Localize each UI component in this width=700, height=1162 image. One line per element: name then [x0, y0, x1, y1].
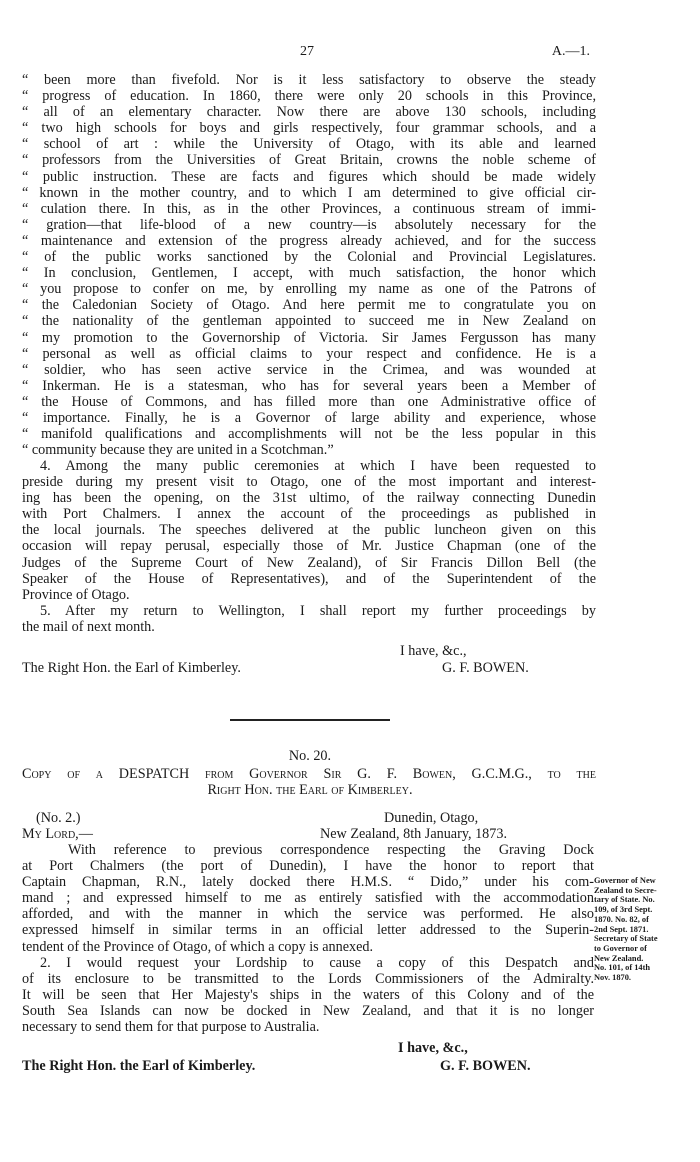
place-line-1: Dunedin, Otago, [384, 810, 479, 826]
text-line: Speaker of the House of Representatives), and of the Superintendent of the [22, 570, 596, 587]
margin-note-line: Secretary of State [594, 934, 658, 944]
text-line: Judges of the Supreme Court of New Zealand), of Sir Francis Dillon Bell (the [22, 554, 596, 571]
despatch-title-line-2: Right Hon. the Earl of Kimberley. [207, 782, 413, 798]
text-line: “ the Caledonian Society of Otago. And here permit me to congratulate you on [22, 297, 596, 314]
text-line: “ manifold qualifications and accomplishments will not be the less popular in this [22, 426, 596, 443]
margin-note-line: 109, of 3rd Sept. [594, 905, 653, 915]
text-line: “ of the public works sanctioned by the Colonial and Provincial Legislatures. [22, 249, 596, 266]
despatch-paragraph-2 [22, 955, 594, 1035]
signature: G. F. BOWEN. [442, 660, 529, 676]
text-line: “ importance. Finally, he is a Governor of large ability and experience, whose [22, 409, 596, 426]
paragraph-4 [22, 458, 596, 603]
text-line: expressed himself in similar terms in an official letter addressed to the Superin- [22, 922, 594, 939]
margin-note-line: Zealand to Secre- [594, 885, 657, 895]
text-line: “ culation there. In this, as in the other Provinces, a continuous stream of immi- [22, 200, 596, 217]
text-line: “ all of an elementary character. Now there are above 130 schools, including [22, 104, 596, 121]
text-line: “ known in the mother country, and to which I am determined to give official cir- [22, 184, 596, 201]
margin-note [594, 876, 694, 983]
text-line: mand ; and expressed himself to me as entirely satisfied with the accommodation [22, 890, 594, 907]
text-line: of its enclosure to be transmitted to the Lords Commissioners of the Admiralty. [22, 971, 594, 988]
margin-note-line: 2nd Sept. 1871. [594, 924, 649, 934]
text-line: 4. Among the many public ceremonies at which I have been requested to [40, 458, 596, 474]
text-line: “ been more than fivefold. Nor is it less satisfactory to observe the steady [22, 72, 596, 88]
text-line: afforded, and with the manner in which the service was performed. He also [22, 906, 594, 923]
parliamentary-paper-reference: A.—1. [551, 44, 590, 59]
text-line: “ the House of Commons, and has filled more than one Administrative office of [22, 393, 596, 410]
text-line: “ school of art : while the University of Otago, with its able and learned [22, 136, 596, 153]
margin-note-line: New Zealand. [594, 953, 644, 963]
place-date-line: New Zealand, 8th January, 1873. [320, 826, 508, 842]
margin-note-line: Governor of New [594, 876, 656, 885]
margin-note-line: No. 101, of 14th [594, 963, 651, 973]
text-line: With reference to previous correspondence respecting the Graving Dock [68, 842, 594, 858]
despatch-paragraph-1 [22, 842, 594, 955]
text-line: “ maintenance and extension of the progress already achieved, and for the success [22, 232, 596, 249]
text-line: “ public instruction. These are facts and figures which should be made widely [22, 168, 596, 185]
text-line: Province of Otago. [22, 586, 130, 603]
text-line: “ soldier, who has seen active service in the Crimea, and was wounded at [22, 361, 596, 378]
addressee-line: The Right Hon. the Earl of Kimberley. [22, 660, 241, 676]
text-line: Copy of a DESPATCH from Governor Sir G. F. Bowen, G.C.M.G., to the [22, 766, 596, 782]
text-line: with Port Chalmers. I annex the account of the proceedings as published in [22, 506, 596, 523]
text-line: 2. I would request your Lordship to cause a copy of this Despatch and [40, 955, 594, 971]
margin-note-line: 1870. No. 82, of [594, 914, 649, 924]
text-line: Captain Chapman, R.N., lately docked there H.M.S. “ Dido,” under his com- [22, 874, 594, 891]
salutation: My Lord,— [22, 826, 93, 842]
text-line: occasion will repay perusal, especially those of Mr. Justice Chapman (one of the [22, 538, 596, 555]
text-line: “ you propose to confer on me, by enrolling my name as one of the Patrons of [22, 281, 596, 298]
text-line: “ In conclusion, Gentlemen, I accept, with much satisfaction, the honor which [22, 265, 596, 282]
text-line: 5. After my return to Wellington, I shall report my further proceedings by [40, 603, 596, 619]
margin-note-line: Nov. 1870. [594, 973, 631, 983]
signature: G. F. BOWEN. [440, 1058, 531, 1074]
closing-phrase: I have, &c., [400, 643, 467, 659]
text-line: “ gration—that life-blood of a new country—is absolutely necessary for the [22, 216, 596, 233]
text-line: the mail of next month. [22, 619, 155, 636]
text-line: “ my promotion to the Governorship of Victoria. Sir James Fergusson has many [22, 329, 596, 346]
despatch-ref-number: (No. 2.) [36, 810, 81, 826]
paragraph-5 [22, 603, 596, 635]
closing-phrase: I have, &c., [398, 1040, 468, 1056]
text-line: South Sea Islands can now be docked in New Zealand, and that it is no longer [22, 1003, 594, 1020]
text-line: “ the nationality of the gentleman appointed to succeed me in New Zealand on [22, 313, 596, 330]
text-line: tendent of the Province of Otago, of which a copy is annexed. [22, 938, 374, 955]
text-line: “ professors from the Universities of Great Britain, crowns the noble scheme of [22, 152, 596, 169]
text-line: “ community because they are united in a Scotchman.” [22, 442, 334, 459]
text-line: necessary to send them for that purpose to Australia. [22, 1019, 320, 1036]
text-line: preside during my present visit to Otago, one of the most important and interest- [22, 474, 596, 491]
section-divider [230, 719, 390, 721]
despatch-title [22, 766, 596, 782]
addressee-line: The Right Hon. the Earl of Kimberley. [22, 1058, 256, 1074]
text-line: “ Inkerman. He is a statesman, who has for several years been a Member of [22, 377, 596, 394]
speech-quotation [22, 72, 596, 458]
text-line: “ personal as well as official claims to your respect and confidence. He is a [22, 345, 596, 362]
text-line: “ progress of education. In 1860, there were only 20 schools in this Province, [22, 88, 596, 105]
page-header [0, 44, 700, 64]
text-line: ing has been the opening, on the 31st ultimo, of the railway connecting Dunedin [22, 490, 596, 507]
margin-note-line: tary of State. No. [594, 895, 655, 905]
margin-note-line: to Governor of [594, 943, 647, 953]
text-line: at Port Chalmers (the port of Dunedin), I have the honor to report that [22, 858, 594, 875]
page-number: 27 [300, 44, 314, 59]
despatch-number: No. 20. [288, 748, 332, 764]
text-line: It will be seen that Her Majesty's ships in the waters of this Colony and of the [22, 987, 594, 1004]
text-line: “ two high schools for boys and girls respectively, four grammar schools, and a [22, 120, 596, 137]
text-line: the local journals. The speeches delivered at the public luncheon given on this [22, 522, 596, 539]
